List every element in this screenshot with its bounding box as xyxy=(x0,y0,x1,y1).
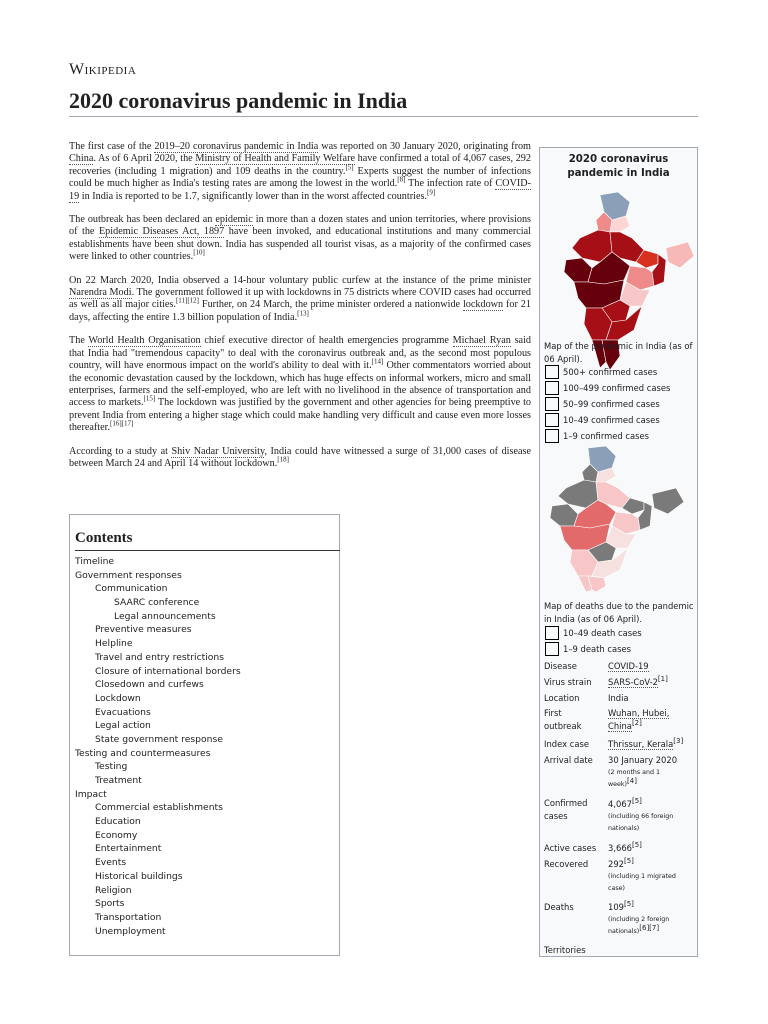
row-label: Active cases xyxy=(544,843,597,853)
legend-label: 50–99 confirmed cases xyxy=(563,399,660,409)
row-value xyxy=(608,857,697,895)
toc-item[interactable]: Communication xyxy=(95,583,168,595)
paragraph-1 xyxy=(69,141,531,203)
ref-link[interactable]: [8] xyxy=(397,175,406,184)
toc-item[interactable]: Legal announcements xyxy=(114,610,216,622)
ref-link[interactable]: [1] xyxy=(657,675,668,684)
map-region-northeast xyxy=(666,242,694,268)
row-deaths xyxy=(540,900,697,938)
text: Further, on 24 March, the prime minister ordered a nationwide xyxy=(199,299,463,311)
value-text: 109 xyxy=(608,902,624,912)
ref-link[interactable]: [10] xyxy=(193,248,205,257)
row-value xyxy=(608,659,697,673)
paragraph-3 xyxy=(69,275,531,325)
row-value xyxy=(608,691,697,705)
link-sars-cov-2[interactable]: SARS-CoV-2 xyxy=(608,677,658,687)
text: The xyxy=(69,335,89,347)
contents-box xyxy=(69,514,340,956)
link-epidemic[interactable]: epidemic xyxy=(215,214,253,226)
toc-item[interactable]: Commercial establishments xyxy=(95,802,223,814)
ref-link[interactable]: [3] xyxy=(673,737,684,746)
india-deaths-map[interactable] xyxy=(544,444,694,594)
legend-label: 500+ confirmed cases xyxy=(563,367,658,377)
text: chief executive director of health emergencies programme xyxy=(200,335,453,347)
text: The infection rate of xyxy=(405,178,496,190)
toc-item[interactable]: Preventive measures xyxy=(95,624,192,636)
legend-item xyxy=(545,626,642,640)
link-epidemic-act[interactable]: Epidemic Diseases Act, 1897 xyxy=(98,226,225,238)
row-first-outbreak xyxy=(540,707,697,732)
row-location xyxy=(540,691,697,705)
legend-label: 10–49 death cases xyxy=(563,628,642,638)
map-region-northeast xyxy=(652,488,684,514)
legend-swatch xyxy=(545,429,559,443)
row-label: Territories xyxy=(544,945,586,955)
row-label: Virus strain xyxy=(544,677,592,687)
toc-item[interactable]: Unemployment xyxy=(95,925,166,937)
link-wuhan[interactable]: Wuhan, Hubei, China xyxy=(608,708,670,731)
label-text: Confirmed cases xyxy=(544,798,588,821)
row-index-case xyxy=(540,737,697,751)
ref-link[interactable]: [6][7] xyxy=(639,923,660,932)
row-label: Location xyxy=(544,693,580,703)
legend-label: 1–9 confirmed cases xyxy=(563,431,650,441)
text: , India could have witnessed a surge of 31,000 cases of disease between March 24 and April 14 without lockdown. xyxy=(69,445,532,469)
ref-link[interactable]: [16][17] xyxy=(110,419,134,428)
link-covid19[interactable]: COVID-19 xyxy=(69,178,531,202)
toc-item[interactable]: Helpline xyxy=(95,638,133,650)
contents-title: Contents xyxy=(75,530,340,551)
toc-item[interactable]: Historical buildings xyxy=(95,870,183,882)
note-text: (2 months and 1 week) xyxy=(608,769,661,788)
ref-link[interactable]: [15] xyxy=(143,394,156,403)
legend-item xyxy=(545,413,660,427)
row-virus-strain xyxy=(540,675,697,689)
link-covid19[interactable]: COVID-19 xyxy=(608,661,649,671)
row-value xyxy=(608,753,697,791)
link-who[interactable]: World Health Organisation xyxy=(88,335,201,347)
row-label: Deaths xyxy=(544,902,574,912)
text: was reported on 30 January 2020, originating from xyxy=(318,141,531,152)
ref-link[interactable]: [4] xyxy=(627,776,637,785)
legend-item xyxy=(545,429,649,443)
row-active-cases xyxy=(540,841,697,855)
text: The lockdown was justified by the government and other agencies for being preemptive to prevent India from entering a higher stage which could make handling very difficult and cause even more losses thereafter. xyxy=(69,397,531,434)
ref-link[interactable]: [14] xyxy=(371,357,384,366)
toc-item[interactable]: Closure of international borders xyxy=(95,665,241,677)
legend-swatch xyxy=(545,413,559,427)
paragraph-2 xyxy=(69,214,531,264)
ref-link[interactable]: [11][12] xyxy=(175,297,200,306)
toc-item[interactable]: Testing and countermeasures xyxy=(75,747,211,759)
ref-link[interactable]: [13] xyxy=(297,309,309,318)
legend-swatch xyxy=(545,397,559,411)
toc-item[interactable]: Impact xyxy=(75,788,107,800)
text: Other commentators worried about the economic devastation caused by the lockdown, which has huge effects on informal workers, micro and small enterprises, farmers and the self-employed, who are left with no livelihood in the absence of transportation and access to markets. xyxy=(69,360,531,409)
row-value xyxy=(608,797,697,835)
ref-link[interactable]: [5] xyxy=(631,797,642,806)
text: in India is reported to be 1.7, significantly lower than in the worst affected countries. xyxy=(79,190,427,202)
toc-item[interactable]: SAARC conference xyxy=(114,597,200,609)
value-note xyxy=(608,914,686,938)
legend-swatch xyxy=(545,626,559,640)
text: have been invoked, and educational institutions and many commercial establishments have been shut down. India has suspended all tourist visas, as a majority of the confirmed cases were linked to other countries. xyxy=(69,226,531,263)
link-michael-ryan[interactable]: Michael Ryan xyxy=(452,335,511,347)
row-label: Recovered xyxy=(544,859,589,869)
toc-item[interactable]: Closedown and curfews xyxy=(95,679,204,691)
toc-item[interactable]: Religion xyxy=(95,884,132,896)
link-china[interactable]: China xyxy=(69,153,94,165)
toc-item[interactable]: Entertainment xyxy=(95,843,162,855)
link-ministry[interactable]: Ministry of Health and Family Welfare xyxy=(195,153,355,165)
row-label: Index case xyxy=(544,739,589,749)
toc-item[interactable]: Economy xyxy=(95,829,138,841)
text: have confirmed a total of 4,067 cases, 292 recoveries (including 1 migration) and 109 deaths in the country. xyxy=(69,153,531,177)
page-title: 2020 coronavirus pandemic in India xyxy=(69,88,698,117)
row-value xyxy=(608,737,697,751)
text: . As of 6 April 2020, the xyxy=(93,153,196,165)
value-text: 292 xyxy=(608,859,624,869)
link-pandemic[interactable]: 2019–20 coronavirus pandemic in India xyxy=(154,141,319,152)
row-value xyxy=(608,900,697,938)
ref-link[interactable]: [5] xyxy=(624,857,634,866)
link-lockdown[interactable]: lockdown xyxy=(462,299,504,311)
link-shiv-nadar[interactable]: Shiv Nadar University xyxy=(171,445,265,457)
row-disease xyxy=(540,659,697,673)
text: for 21 days, affecting the entire 1.3 billion population of India. xyxy=(69,299,531,323)
infobox xyxy=(539,147,698,957)
contents-list xyxy=(75,555,339,938)
paragraph-5 xyxy=(69,446,531,471)
paragraph-4 xyxy=(69,335,531,434)
row-value xyxy=(608,943,697,957)
row-label xyxy=(540,707,608,732)
toc-item[interactable]: Legal action xyxy=(95,720,151,732)
legend-item xyxy=(545,397,660,411)
value-note: (including 66 foreign nationals) xyxy=(608,813,674,832)
toc-item[interactable]: Transportation xyxy=(95,911,162,923)
legend-item xyxy=(545,365,657,379)
link-thrissur[interactable]: Thrissur, Kerala xyxy=(608,739,674,749)
text: The outbreak has been declared an xyxy=(69,214,216,226)
map1-caption: Map of the pandemic in India (as of 06 April). xyxy=(544,341,693,364)
value-text: India xyxy=(608,693,629,703)
ref-link[interactable]: [18] xyxy=(277,455,289,464)
row-value xyxy=(608,707,697,732)
legend-swatch xyxy=(545,642,559,656)
text: in more than a dozen states and union territories, where provisions of the xyxy=(69,214,532,238)
ref-link[interactable]: [9] xyxy=(426,188,436,197)
wikipedia-wordmark: Wikipedia xyxy=(69,61,137,78)
map2-caption: Map of deaths due to the pandemic in India (as of 06 April). xyxy=(544,601,694,624)
ref-link[interactable]: [5] xyxy=(345,163,354,172)
row-value xyxy=(608,675,697,689)
row-value xyxy=(608,841,697,855)
legend-swatch xyxy=(545,365,559,379)
toc-item[interactable]: Events xyxy=(95,857,127,869)
value-text: 4,067 xyxy=(608,799,632,809)
value-note: (including 1 migrated case) xyxy=(608,873,676,892)
value-text: 30 January 2020 xyxy=(608,755,678,765)
legend-label: 10–49 confirmed cases xyxy=(563,415,660,425)
toc-item[interactable]: Travel and entry restrictions xyxy=(95,651,225,663)
note-text: (including 2 foreign nationals) xyxy=(608,916,670,935)
value-note xyxy=(608,767,668,791)
row-territories xyxy=(540,943,697,957)
toc-item[interactable]: Timeline xyxy=(75,556,115,567)
map-region-gujarat xyxy=(550,504,578,526)
ref-link[interactable]: [2] xyxy=(631,718,642,727)
row-label: Disease xyxy=(544,661,577,671)
toc-item[interactable]: Government responses xyxy=(75,569,182,581)
text: The first case of the xyxy=(69,141,155,152)
ref-link[interactable]: [5] xyxy=(624,900,634,909)
legend-item xyxy=(545,381,670,395)
row-confirmed-cases xyxy=(540,797,697,835)
row-label xyxy=(540,797,608,835)
text: . The government followed it up with lockdowns in 75 districts where COVID cases had occurred as well as all major cities. xyxy=(69,287,531,311)
ref-link[interactable]: [5] xyxy=(631,841,642,850)
text: Experts suggest the number of infections could be much higher as India's testing rates are among the lowest in the world. xyxy=(69,165,531,190)
toc-item[interactable]: Evacuations xyxy=(95,706,151,718)
legend-item xyxy=(545,642,631,656)
text: said that India had "tremendous capacity" to deal with the coronavirus outbreak and, as the second most populous country, will have enormous impact on the world's ability to deal with it. xyxy=(69,335,531,372)
row-recovered xyxy=(540,857,697,895)
link-modi[interactable]: Narendra Modi xyxy=(69,287,132,299)
toc-item[interactable]: State government response xyxy=(95,733,223,745)
row-arrival-date xyxy=(540,753,697,791)
infobox-title: 2020 coronavirus pandemic in India xyxy=(567,154,670,179)
text: According to a study at xyxy=(69,445,172,457)
toc-item[interactable]: Lockdown xyxy=(95,692,141,704)
text: On 22 March 2020, India observed a 14-hour voluntary public curfew at the instance of the prime minister xyxy=(69,274,531,286)
article-body xyxy=(69,141,531,481)
value-text: 3,666 xyxy=(608,843,632,853)
map-region-gujarat xyxy=(564,258,592,282)
legend-label: 1–9 death cases xyxy=(563,644,631,654)
legend-label: 100–499 confirmed cases xyxy=(563,383,671,393)
toc-item[interactable]: Education xyxy=(95,816,141,828)
label-text: First outbreak xyxy=(544,708,582,731)
toc-item[interactable]: Treatment xyxy=(95,775,142,786)
legend-swatch xyxy=(545,381,559,395)
toc-item[interactable]: Sports xyxy=(95,898,125,910)
row-label: Arrival date xyxy=(544,755,593,765)
toc-item[interactable]: Testing xyxy=(95,761,128,773)
